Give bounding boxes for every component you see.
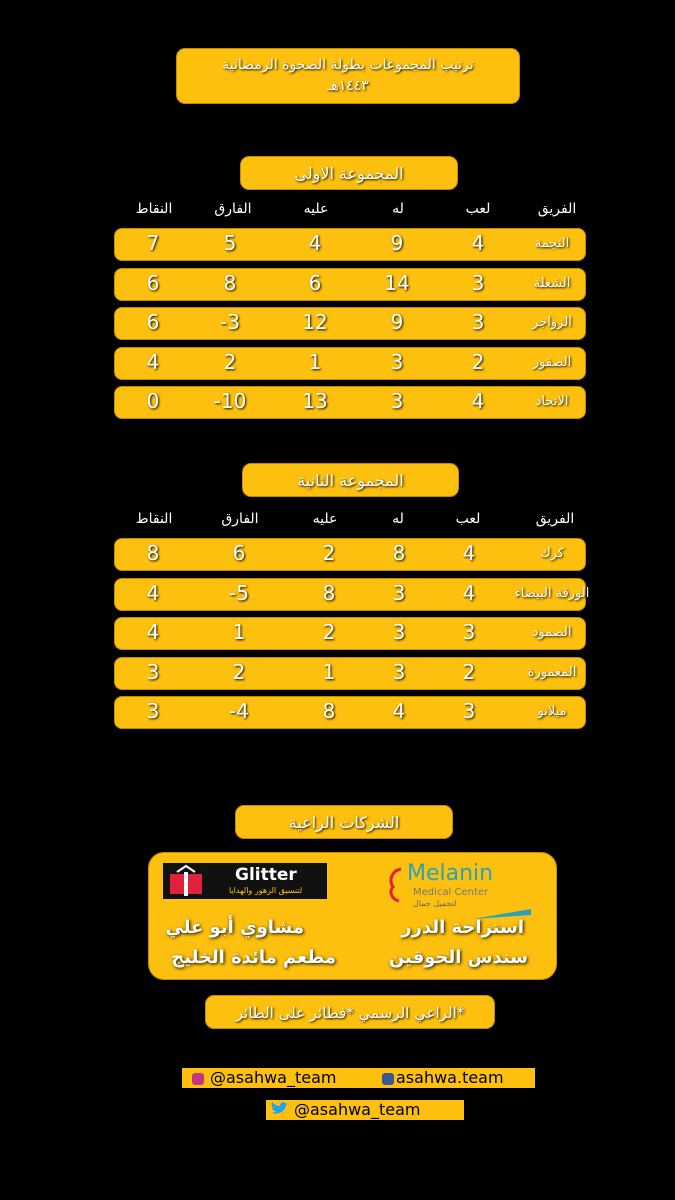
facebook-icon (382, 1073, 394, 1085)
tournament-title-box (176, 48, 520, 104)
official-sponsor: الراعي الرسمي *فطائر على الطائر* (235, 1004, 465, 1022)
sponsors-title: الشركات الراعية (288, 813, 400, 832)
cell-diff: 8 (223, 270, 237, 295)
table-row (114, 307, 586, 340)
cell-team: ميلانو (537, 704, 567, 719)
cell-against: 2 (322, 541, 336, 565)
cell-team: الورقة البيضاء (514, 585, 590, 601)
cell-diff: -4 (229, 699, 249, 723)
cell-played: 3 (471, 270, 485, 295)
cell-against: 6 (308, 270, 322, 295)
cell-diff: -10 (213, 389, 247, 413)
cell-for: 3 (390, 349, 404, 374)
melanin-subtitle: Medical Center (413, 887, 489, 898)
cell-diff: 2 (232, 659, 246, 684)
table-row (114, 538, 586, 571)
header-played: لعب (455, 511, 481, 527)
cell-points: 8 (146, 541, 160, 565)
cell-points: 4 (146, 349, 160, 374)
cell-for: 3 (390, 389, 404, 413)
sponsors-title-box (235, 805, 453, 839)
gift-icon (167, 864, 207, 898)
cell-played: 4 (471, 231, 485, 255)
cell-against: 1 (322, 659, 336, 684)
instagram-icon (192, 1073, 204, 1085)
header-against: عليه (303, 201, 329, 217)
group1-title: المجموعة الاولى (294, 164, 404, 183)
melanin-subtitle2: لتجميل جمال (413, 899, 457, 908)
cell-points: 6 (146, 310, 160, 334)
cell-diff: 6 (232, 541, 246, 565)
tournament-title: ترتيب المجموعات بطولة الصحوة الرمضانية (222, 57, 474, 73)
cell-played: 2 (462, 659, 476, 684)
cell-team: الزواجر (532, 315, 572, 330)
glitter-name: Glitter (235, 865, 297, 885)
table-row (114, 347, 586, 380)
cell-for: 4 (392, 699, 406, 723)
cell-diff: -5 (229, 580, 249, 605)
cell-played: 3 (462, 620, 476, 644)
cell-team: الشعلة (533, 275, 571, 291)
cell-points: 3 (146, 659, 160, 684)
table-row (114, 228, 586, 261)
cell-for: 3 (392, 620, 406, 644)
glitter-logo (163, 863, 327, 899)
cell-points: 0 (146, 389, 160, 413)
glitter-subtitle: لتنسيق الزهور والهدايا (229, 886, 303, 895)
cell-team: النجمة (534, 236, 570, 251)
table-row (114, 578, 590, 611)
cell-for: 14 (384, 270, 410, 295)
header-team: الفريق (537, 201, 577, 217)
cell-team: الصقور (532, 354, 572, 370)
cell-team: الاتحاد (535, 394, 569, 409)
cell-against: 1 (308, 349, 322, 374)
table-row (114, 657, 586, 690)
cell-team: الصمود (532, 625, 572, 640)
cell-diff: 1 (232, 620, 246, 644)
sponsor-estraha: استراحة الدرر (401, 917, 524, 938)
cell-team: المعمورة (527, 664, 577, 680)
sponsor-mashawi: مشاوي أبو علي (165, 917, 304, 938)
cell-against: 8 (322, 580, 336, 605)
cell-against: 2 (322, 620, 336, 644)
group2-title-box (242, 463, 459, 497)
cell-diff: 2 (223, 349, 237, 374)
instagram-handle[interactable]: @asahwa_team (210, 1068, 337, 1087)
group1-title-box (240, 156, 458, 190)
melanin-name: Melanin (407, 861, 494, 886)
header-diff: الفارق (214, 201, 252, 217)
twitter-handle[interactable]: @asahwa_team (294, 1100, 421, 1119)
group1-header (0, 201, 675, 223)
header-points: النقاط (135, 201, 173, 217)
group2-header (0, 511, 675, 533)
header-played: لعب (465, 201, 491, 217)
cell-against: 12 (302, 310, 328, 334)
official-sponsor-box (205, 995, 495, 1029)
facebook-handle[interactable]: asahwa.team (396, 1068, 504, 1087)
cell-for: 9 (390, 231, 404, 255)
cell-played: 4 (462, 580, 476, 605)
header-for: له (392, 201, 404, 217)
table-row (114, 268, 586, 301)
cell-for: 3 (392, 659, 406, 684)
table-row (114, 696, 586, 729)
cell-played: 3 (462, 699, 476, 723)
table-row (114, 617, 586, 650)
twitter-icon (270, 1101, 290, 1117)
cell-diff: -3 (220, 310, 240, 334)
cell-against: 4 (308, 231, 322, 255)
cell-points: 6 (146, 270, 160, 295)
cell-played: 3 (471, 310, 485, 334)
cell-diff: 5 (223, 231, 237, 255)
tournament-year: ١٤٤٣هـ (327, 78, 369, 94)
group2-title: المجموعة الثانية (297, 471, 404, 490)
cell-points: 4 (146, 620, 160, 644)
cell-points: 3 (146, 699, 160, 723)
cell-for: 8 (392, 541, 406, 565)
melanin-logo (381, 861, 541, 921)
header-points: النقاط (135, 511, 173, 527)
cell-played: 4 (471, 389, 485, 413)
social-row-1 (182, 1068, 535, 1088)
cell-team: كرك (539, 546, 565, 561)
cell-against: 13 (302, 389, 328, 413)
header-diff: الفارق (221, 511, 259, 527)
cell-for: 3 (392, 580, 406, 605)
header-for: له (392, 511, 404, 527)
cell-points: 7 (146, 231, 160, 255)
cell-for: 9 (390, 310, 404, 334)
cell-played: 4 (462, 541, 476, 565)
table-row (114, 386, 586, 419)
sponsor-sondos: سندس الحوقين (388, 947, 528, 968)
cell-points: 4 (146, 580, 160, 605)
header-team: الفريق (535, 511, 575, 527)
sponsor-maidat: مطعم مائدة الخليج (171, 947, 336, 968)
cell-against: 8 (322, 699, 336, 723)
header-against: عليه (312, 511, 338, 527)
social-row-2 (266, 1100, 464, 1120)
sponsors-box (148, 852, 557, 980)
cell-played: 2 (471, 349, 485, 374)
